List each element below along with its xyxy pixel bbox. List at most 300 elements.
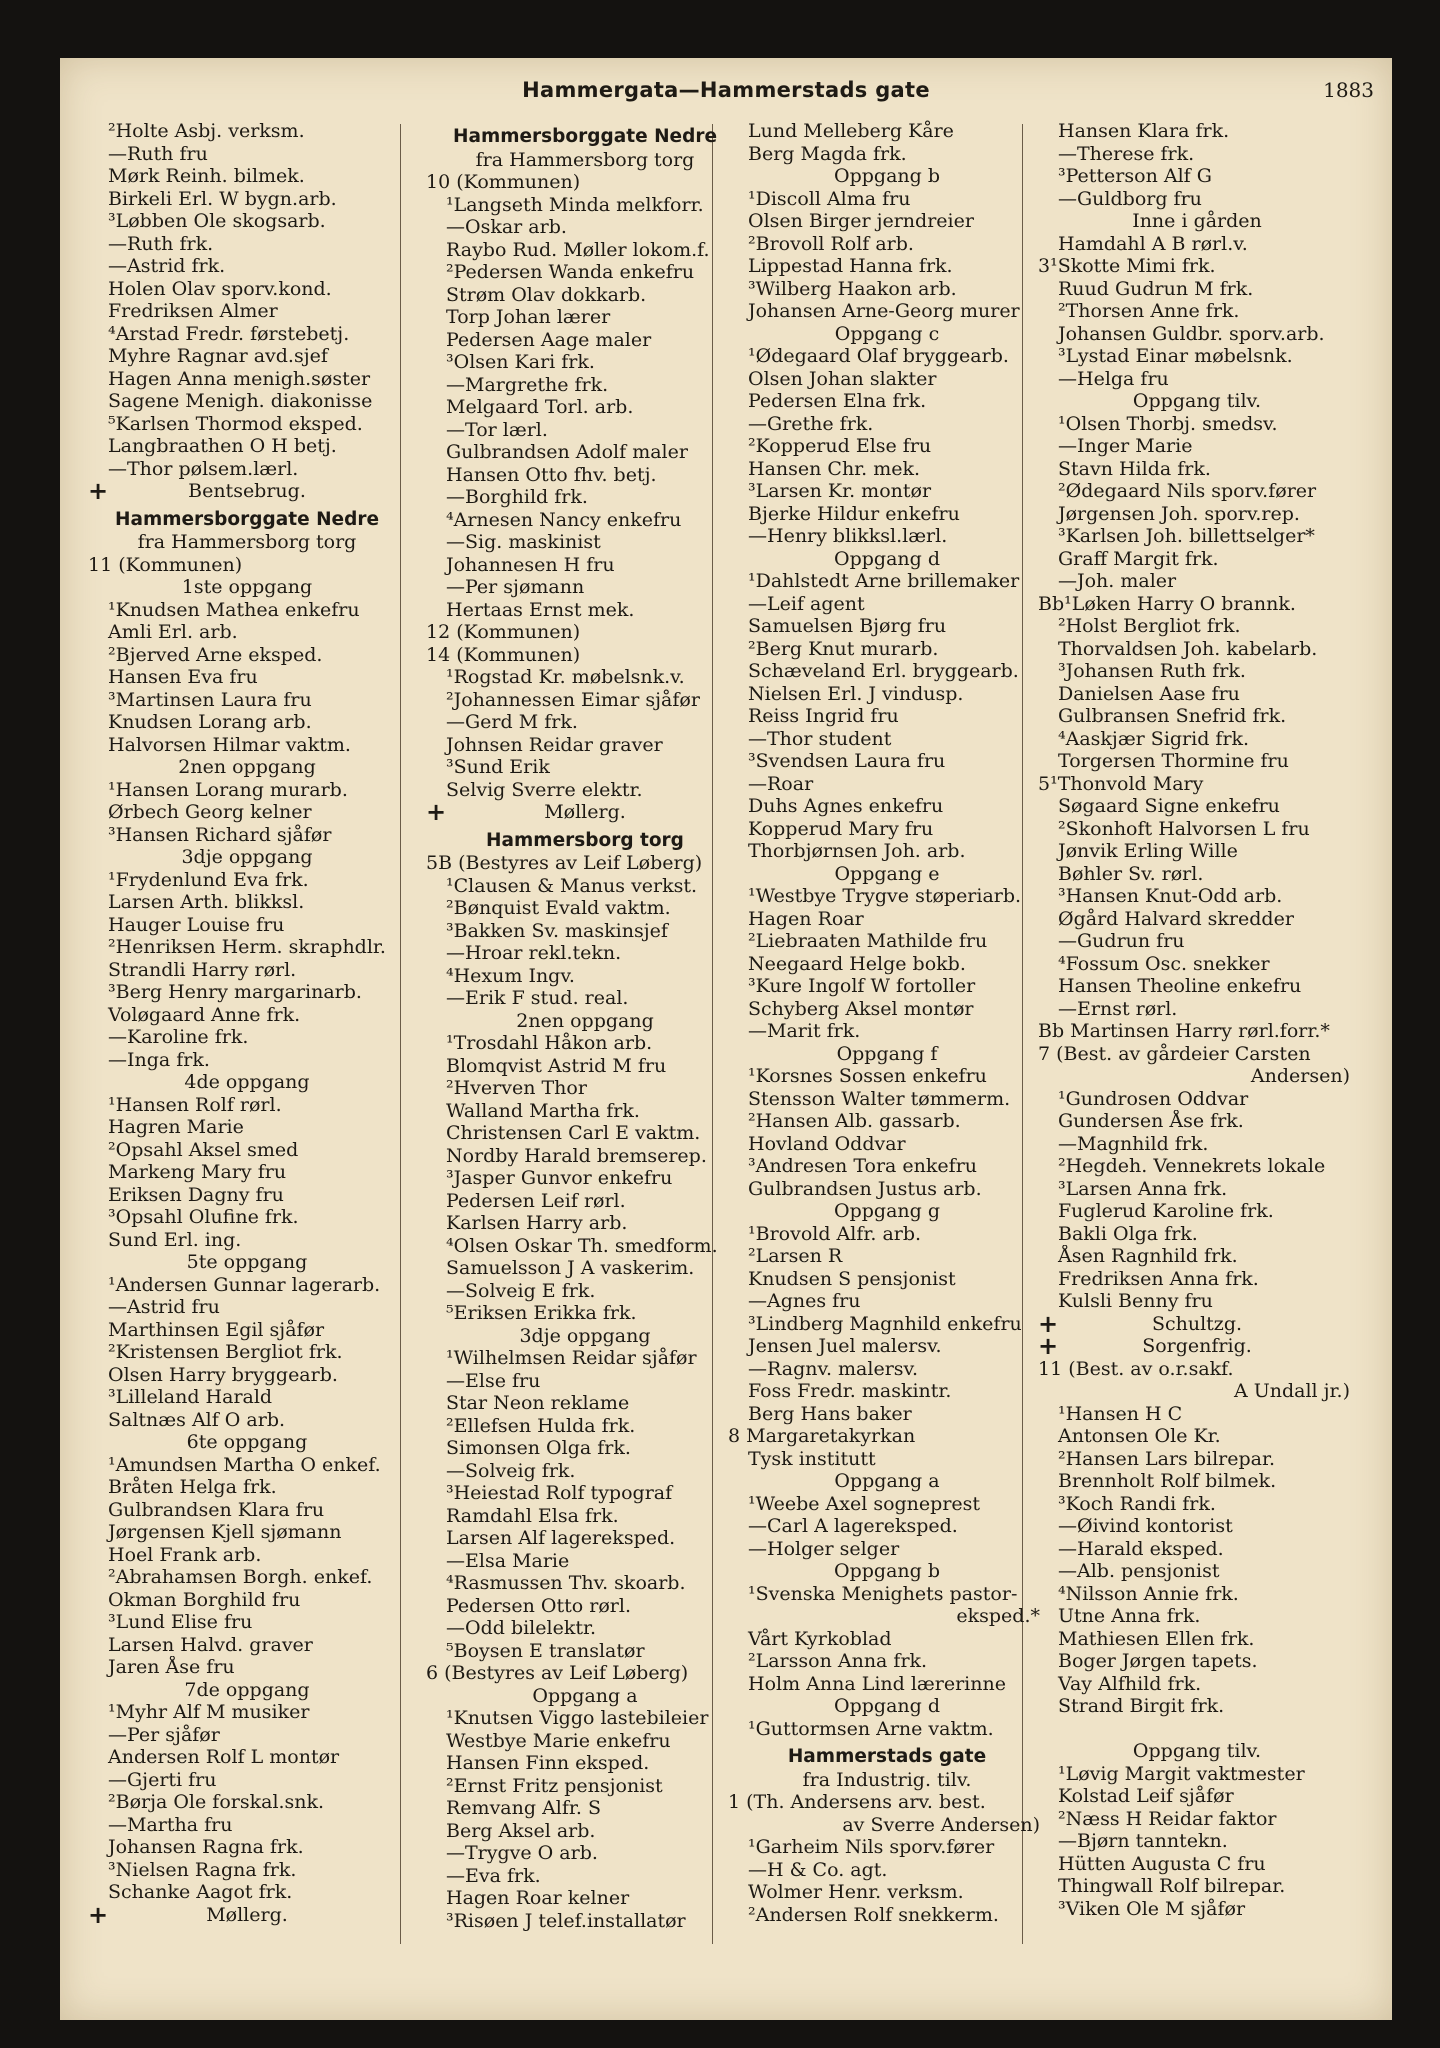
directory-entry: Pedersen Elna frk.: [748, 390, 927, 412]
directory-entry: Holm Anna Lind lærerinne: [748, 1672, 1006, 1695]
directory-entry: ⁴Arstad Fredr. førstebetj.: [108, 322, 350, 345]
directory-entry: Boger Jørgen tapets.: [1058, 1650, 1258, 1672]
address-number: 6 (Bestyres av Leif Løberg): [426, 1662, 689, 1684]
sub-heading: 5te oppgang: [186, 1251, 308, 1273]
directory-entry: Eriksen Dagny fru: [108, 1183, 284, 1206]
directory-entry: —Ernst rørl.: [1058, 997, 1178, 1020]
directory-entry: Hagren Marie: [108, 1116, 244, 1138]
directory-entry: ³Karlsen Joh. billettselger*: [1058, 525, 1315, 547]
sub-heading: 6te oppgang: [186, 1431, 308, 1453]
directory-entry: Raybo Rud. Møller lokom.f.: [446, 238, 710, 261]
directory-entry: Nordby Harald bremserep.: [446, 1144, 707, 1167]
directory-entry: ¹Andersen Gunnar lagerarb.: [108, 1273, 381, 1296]
entry-continuation: Andersen): [1250, 1065, 1350, 1087]
sub-heading: Oppgang a: [532, 1684, 638, 1707]
directory-entry: ²Pedersen Wanda enkefru: [446, 261, 695, 283]
directory-entry: Hamdahl A B rørl.v.: [1058, 232, 1248, 255]
directory-entry: ⁵Boysen E translatør: [446, 1639, 645, 1662]
sub-heading: Oppgang d: [834, 547, 940, 570]
sub-heading: Oppgang a: [834, 1470, 940, 1492]
directory-entry: ³Johansen Ruth frk.: [1058, 660, 1246, 682]
directory-column-1: [88, 120, 406, 2000]
directory-entry: ²Opsahl Aksel smed: [108, 1138, 299, 1161]
directory-entry: Johnsen Reidar graver: [446, 733, 663, 756]
directory-entry: ¹Weebe Axel sogneprest: [748, 1492, 981, 1515]
address-number: 12 (Kommunen): [426, 621, 581, 643]
directory-entry: ²Henriksen Herm. skraphdlr.: [108, 936, 386, 958]
directory-entry: ¹Hansen H C: [1058, 1402, 1183, 1425]
directory-entry: ³Sund Erik: [446, 756, 550, 778]
directory-entry: ¹Guttormsen Arne vaktm.: [748, 1717, 994, 1740]
directory-entry: ³Andresen Tora enkefru: [748, 1155, 978, 1177]
sub-heading: 2nen oppgang: [178, 756, 316, 778]
directory-entry: ⁴Rasmussen Thv. skoarb.: [446, 1572, 686, 1594]
cross-street-icon: +: [426, 801, 447, 824]
directory-entry: Schyberg Aksel montør: [748, 997, 974, 1020]
street-heading: Hammersborggate Nedre: [114, 508, 380, 530]
directory-entry: —Ragnv. malersv.: [748, 1357, 919, 1380]
entry-continuation: av Sverre Andersen): [842, 1813, 1040, 1836]
directory-entry: —Guldborg fru: [1058, 187, 1202, 210]
directory-entry: ³Larsen Anna frk.: [1058, 1177, 1228, 1200]
directory-entry: —Helga fru: [1058, 367, 1169, 390]
directory-entry: Melgaard Torl. arb.: [446, 396, 634, 418]
directory-entry: Neegaard Helge bokb.: [748, 952, 966, 975]
directory-entry: Bøhler Sv. rørl.: [1058, 862, 1204, 885]
directory-entry: —Margrethe frk.: [446, 373, 609, 396]
page-number: 1883: [1323, 78, 1374, 102]
directory-entry: Ørbech Georg kelner: [108, 801, 312, 823]
directory-entry: Strøm Olav dokkarb.: [446, 283, 647, 306]
directory-entry: Duhs Agnes enkefru: [748, 795, 944, 817]
directory-entry: ⁴Olsen Oskar Th. smedform.: [446, 1234, 718, 1257]
directory-entry: Hansen Otto fhv. betj.: [446, 463, 657, 486]
directory-entry: Tysk institutt: [748, 1447, 876, 1470]
directory-entry: —Bjørn tanntekn.: [1058, 1830, 1228, 1852]
directory-entry: ²Ellefsen Hulda frk.: [446, 1414, 636, 1437]
directory-entry: ¹Knudsen Mathea enkefru: [108, 598, 360, 621]
directory-entry: ⁴Arnesen Nancy enkefru: [446, 508, 682, 531]
sub-heading: Oppgang b: [834, 1560, 940, 1582]
sub-heading: fra Hammersborg torg: [475, 148, 695, 171]
sub-heading: 3dje oppgang: [181, 846, 313, 868]
sub-heading: Oppgang e: [834, 862, 940, 885]
directory-entry: Olsen Johan slakter: [748, 367, 937, 390]
directory-entry: Berg Hans baker: [748, 1402, 912, 1425]
directory-entry: —Inger Marie: [1058, 435, 1193, 457]
directory-entry: Hagen Anna menigh.søster: [108, 367, 371, 390]
directory-entry: ³Opsahl Olufine frk.: [108, 1206, 299, 1228]
directory-entry: Jønvik Erling Wille: [1058, 840, 1238, 862]
directory-entry: ⁴Fossum Osc. snekker: [1058, 952, 1270, 975]
directory-entry: Simonsen Olga frk.: [446, 1437, 631, 1459]
directory-entry: Bjerke Hildur enkefru: [748, 502, 960, 525]
directory-entry: Hütten Augusta C fru: [1058, 1852, 1266, 1875]
directory-entry: ³Risøen J telef.installatør: [446, 1909, 686, 1932]
cross-street-label: Sorgenfrig.: [1142, 1335, 1252, 1357]
directory-entry: ³Hansen Richard sjåfør: [108, 823, 332, 846]
directory-entry: Hansen Finn eksped.: [446, 1752, 650, 1774]
directory-entry: Gulbrandsen Adolf maler: [446, 441, 688, 463]
directory-entry: —Holger selger: [748, 1537, 900, 1560]
directory-entry: Nielsen Erl. J vindusp.: [748, 682, 964, 705]
directory-page: [60, 58, 1392, 2020]
directory-entry: —Agnes fru: [748, 1290, 861, 1312]
directory-entry: Strand Birgit frk.: [1058, 1695, 1225, 1717]
directory-entry: ²Holst Bergliot frk.: [1058, 615, 1241, 637]
street-heading: Hammersborg torg: [486, 829, 684, 851]
directory-entry: ²Børja Ole forskal.snk.: [108, 1791, 325, 1813]
directory-entry: Foss Fredr. maskintr.: [748, 1380, 952, 1402]
directory-column-3: [728, 120, 1046, 2000]
directory-entry: —Inga frk.: [108, 1048, 210, 1071]
directory-entry: —Else fru: [446, 1369, 541, 1392]
directory-entry: Olsen Harry bryggearb.: [108, 1363, 338, 1386]
cross-street-icon: +: [1038, 1312, 1059, 1335]
directory-entry: ²Larsen R: [748, 1245, 843, 1267]
directory-entry: Kopperud Mary fru: [748, 817, 934, 840]
directory-entry: ³Wilberg Haakon arb.: [748, 277, 957, 300]
directory-entry: ³Bakken Sv. maskinsjef: [446, 919, 668, 942]
directory-entry: Thorbjørnsen Joh. arb.: [748, 840, 966, 862]
directory-entry: Birkeli Erl. W bygn.arb.: [108, 187, 337, 210]
directory-entry: ³Lund Elise fru: [108, 1611, 253, 1633]
directory-entry: —Magnhild frk.: [1058, 1132, 1209, 1155]
directory-entry: —Trygve O arb.: [446, 1842, 598, 1864]
directory-entry: Hertaas Ernst mek.: [446, 598, 635, 621]
address-number: Bb Martinsen Harry rørl.forr.*: [1038, 1020, 1330, 1042]
directory-entry: —Alb. pensjonist: [1058, 1560, 1220, 1582]
directory-entry: ³Løbben Ole skogsarb.: [108, 210, 326, 232]
directory-entry: ²Thorsen Anne frk.: [1058, 300, 1240, 322]
directory-entry: ¹Dahlstedt Arne brillemaker: [748, 570, 1020, 592]
directory-entry: ¹Hansen Rolf rørl.: [108, 1093, 282, 1116]
directory-entry: Fuglerud Karoline frk.: [1058, 1200, 1274, 1222]
directory-entry: Vay Alfhild frk.: [1058, 1672, 1202, 1695]
address-number: 5B (Bestyres av Leif Løberg): [426, 852, 703, 874]
directory-entry: Johansen Ragna frk.: [108, 1836, 304, 1858]
directory-entry: Mathiesen Ellen frk.: [1058, 1627, 1255, 1650]
directory-entry: ⁵Karlsen Thormod eksped.: [108, 412, 363, 435]
directory-entry: —Eva frk.: [446, 1864, 541, 1887]
directory-entry: Sagene Menigh. diakonisse: [108, 390, 373, 412]
directory-entry: Søgaard Signe enkefru: [1058, 795, 1280, 817]
directory-entry: Jørgensen Kjell sjømann: [108, 1521, 342, 1543]
directory-entry: Hoel Frank arb.: [108, 1543, 262, 1566]
directory-entry: ²Kopperud Else fru: [748, 435, 932, 457]
cross-street: [1038, 1313, 1356, 1336]
directory-entry: ¹Trosdahl Håkon arb.: [446, 1032, 653, 1054]
directory-entry: —Hroar rekl.tekn.: [446, 942, 622, 964]
directory-entry: ²Larsson Anna frk.: [748, 1650, 928, 1672]
directory-entry: ²Ernst Fritz pensjonist: [446, 1774, 663, 1797]
directory-entry: Myhre Ragnar avd.sjef: [108, 345, 328, 367]
directory-entry: ³Viken Ole M sjåfør: [1058, 1897, 1246, 1920]
sub-heading: Oppgang c: [834, 322, 940, 345]
cross-street-label: Bentsebrug.: [188, 480, 306, 502]
directory-entry: Fredriksen Anna frk.: [1058, 1267, 1259, 1290]
directory-entry: ²Næss H Reidar faktor: [1058, 1807, 1277, 1830]
directory-entry: Gulbrandsen Justus arb.: [748, 1177, 982, 1200]
directory-entry: —Odd bilelektr.: [446, 1617, 597, 1639]
directory-entry: Gulbrandsen Klara fru: [108, 1498, 325, 1521]
directory-entry: ¹Wilhelmsen Reidar sjåfør: [446, 1347, 697, 1369]
directory-entry: ³Larsen Kr. montør: [748, 480, 932, 502]
sub-heading: 2nen oppgang: [516, 1009, 654, 1032]
sub-heading: 3dje oppgang: [519, 1324, 651, 1347]
directory-entry: Halvorsen Hilmar vaktm.: [108, 733, 351, 756]
directory-entry: Samuelsen Bjørg fru: [748, 615, 947, 637]
sub-heading: Oppgang tilv.: [1132, 390, 1262, 412]
cross-street: [88, 1904, 406, 1927]
directory-entry: Kulsli Benny fru: [1058, 1290, 1213, 1312]
directory-entry: —Karoline frk.: [108, 1026, 249, 1048]
directory-entry: Berg Aksel arb.: [446, 1819, 596, 1842]
directory-entry: ¹Korsnes Sossen enkefru: [748, 1065, 987, 1087]
directory-entry: Jørgensen Joh. sporv.rep.: [1058, 502, 1300, 525]
directory-entry: ¹Garheim Nils sporv.fører: [748, 1836, 995, 1858]
directory-entry: Gulbransen Snefrid frk.: [1058, 705, 1287, 727]
directory-entry: Vårt Kyrkoblad: [748, 1627, 892, 1650]
directory-entry: —Ruth frk.: [108, 232, 214, 255]
directory-entry: ²Abrahamsen Borgh. enkef.: [108, 1566, 373, 1588]
directory-entry: Holen Olav sporv.kond.: [108, 277, 332, 300]
street-heading: Hammerstads gate: [787, 1746, 987, 1767]
address-number: 10 (Kommunen): [426, 171, 581, 193]
directory-entry: Hauger Louise fru: [108, 913, 285, 936]
directory-entry: ¹Svenska Menighets pastor-: [748, 1582, 1018, 1605]
directory-entry: Graff Margit frk.: [1058, 547, 1219, 570]
directory-entry: ¹Amundsen Martha O enkef.: [108, 1453, 381, 1476]
address-number: 3¹Skotte Mimi frk.: [1038, 255, 1216, 277]
directory-entry: Jaren Åse fru: [108, 1656, 235, 1678]
directory-entry: —Tor lærl.: [446, 418, 548, 441]
directory-entry: Øgård Halvard skredder: [1058, 907, 1294, 930]
directory-entry: Bråten Helga frk.: [108, 1476, 277, 1498]
directory-entry: Stavn Hilda frk.: [1058, 457, 1211, 480]
directory-entry: ²Ødegaard Nils sporv.fører: [1058, 480, 1317, 502]
directory-entry: —Henry blikksl.lærl.: [748, 525, 948, 547]
directory-entry: Star Neon reklame: [446, 1392, 630, 1414]
directory-entry: Antonsen Ole Kr.: [1058, 1425, 1221, 1447]
address-number: 11 (Kommunen): [88, 553, 243, 576]
sub-heading: 7de oppgang: [184, 1678, 310, 1701]
directory-entry: Torp Johan lærer: [446, 306, 611, 328]
sub-heading: Oppgang g: [834, 1200, 940, 1222]
directory-entry: Westbye Marie enkefru: [446, 1729, 671, 1752]
directory-entry: Berg Magda frk.: [748, 142, 907, 165]
directory-entry: ²Brovoll Rolf arb.: [748, 232, 914, 255]
directory-entry: Larsen Arth. blikksl.: [108, 891, 305, 913]
directory-entry: ¹Langseth Minda melkforr.: [446, 193, 704, 216]
directory-entry: —Oskar arb.: [446, 216, 567, 238]
directory-entry: ⁴Aaskjær Sigrid frk.: [1058, 727, 1250, 750]
directory-entry: Johansen Arne-Georg murer: [748, 300, 1020, 322]
address-number: Bb¹Løken Harry O brannk.: [1038, 592, 1296, 615]
directory-entry: Knudsen S pensjonist: [748, 1267, 956, 1290]
directory-entry: —Thor student: [748, 727, 892, 750]
directory-entry: Hovland Oddvar: [748, 1132, 906, 1155]
directory-entry: ³Berg Henry margarinarb.: [108, 981, 362, 1003]
directory-entry: ³Koch Randi frk.: [1058, 1492, 1216, 1515]
directory-entry: —Astrid fru: [108, 1296, 220, 1318]
directory-entry: ²Andersen Rolf snekkerm.: [748, 1903, 999, 1926]
directory-entry: ³Lilleland Harald: [108, 1386, 273, 1408]
sub-heading: 1ste oppgang: [181, 576, 313, 598]
directory-entry: Johansen Guldbr. sporv.arb.: [1058, 322, 1325, 345]
directory-entry: Gundersen Åse frk.: [1058, 1110, 1244, 1132]
street-heading: Hammersborggate Nedre: [452, 126, 718, 147]
directory-entry: ¹Discoll Alma fru: [748, 187, 911, 210]
directory-entry: Mørk Reinh. bilmek.: [108, 165, 305, 187]
directory-entry: Hansen Eva fru: [108, 666, 258, 688]
directory-entry: —Per sjåfør: [108, 1723, 220, 1746]
address-number: 5¹Thonvold Mary: [1038, 772, 1204, 795]
directory-entry: ³Svendsen Laura fru: [748, 750, 946, 772]
directory-entry: Hansen Klara frk.: [1058, 120, 1230, 142]
cross-street-icon: +: [88, 480, 109, 503]
directory-entry: Ramdahl Elsa frk.: [446, 1504, 619, 1527]
cross-street-icon: +: [1038, 1335, 1059, 1358]
address-number: 8 Margaretakyrkan: [728, 1425, 916, 1447]
directory-entry: Remvang Alfr. S: [446, 1797, 601, 1819]
directory-entry: —Gudrun fru: [1058, 930, 1185, 952]
directory-entry: ²Hansen Lars bilrepar.: [1058, 1447, 1276, 1470]
directory-entry: Marthinsen Egil sjåfør: [108, 1318, 325, 1341]
directory-entry: —Gjerti fru: [108, 1768, 217, 1791]
directory-entry: Wolmer Henr. verksm.: [748, 1881, 964, 1903]
directory-entry: Knudsen Lorang arb.: [108, 711, 312, 733]
directory-entry: —Thor pølsem.lærl.: [108, 457, 299, 480]
directory-entry: —Ruth fru: [108, 142, 208, 165]
directory-entry: Strandli Harry rørl.: [108, 958, 297, 981]
directory-entry: Sund Erl. ing.: [108, 1228, 242, 1251]
directory-entry: —Leif agent: [748, 592, 865, 615]
directory-entry: ²Liebraaten Mathilde fru: [748, 930, 988, 952]
directory-entry: —Therese frk.: [1058, 142, 1195, 165]
directory-entry: Bakli Olga frk.: [1058, 1222, 1198, 1245]
directory-entry: —Solveig E frk.: [446, 1279, 596, 1302]
directory-entry: ¹Hansen Lorang murarb.: [108, 778, 348, 801]
cross-street: [88, 480, 406, 503]
directory-entry: Lippestad Hanna frk.: [748, 255, 953, 277]
directory-entry: Danielsen Aase fru: [1058, 682, 1240, 705]
directory-entry: Hansen Chr. mek.: [748, 457, 921, 480]
page-header: [60, 78, 1392, 114]
directory-entry: ¹Myhr Alf M musiker: [108, 1701, 310, 1723]
directory-entry: Blomqvist Astrid M fru: [446, 1054, 667, 1077]
directory-entry: Schanke Aagot frk.: [108, 1881, 293, 1903]
sub-heading: Inne i gården: [1132, 210, 1262, 232]
sub-heading: Oppgang d: [834, 1695, 940, 1717]
directory-entry: —H & Co. agt.: [748, 1858, 888, 1881]
directory-entry: Langbraathen O H betj.: [108, 435, 337, 457]
address-number: 14 (Kommunen): [426, 643, 581, 666]
cross-street: [1038, 1335, 1356, 1358]
directory-entry: Hansen Theoline enkefru: [1058, 975, 1302, 997]
address-number: 7 (Best. av gårdeier Carsten: [1038, 1042, 1311, 1065]
directory-entry: ²Skonhoft Halvorsen L fru: [1058, 817, 1310, 840]
directory-entry: ²Johannessen Eimar sjåfør: [446, 688, 700, 711]
directory-entry: ³Martinsen Laura fru: [108, 688, 312, 711]
directory-entry: Saltnæs Alf O arb.: [108, 1408, 286, 1431]
directory-entry: —Martha fru: [108, 1813, 233, 1836]
directory-entry: Voløgaard Anne frk.: [108, 1003, 301, 1026]
sub-heading: Oppgang b: [834, 165, 940, 187]
directory-entry: Johannesen H fru: [446, 553, 615, 576]
directory-entry: Amli Erl. arb.: [108, 621, 238, 643]
directory-entry: Thorvaldsen Joh. kabelarb.: [1058, 637, 1318, 660]
directory-entry: ²Bønquist Evald vaktm.: [446, 897, 671, 919]
directory-entry: Kolstad Leif sjåfør: [1058, 1785, 1234, 1807]
directory-entry: Larsen Alf lagereksped.: [446, 1527, 676, 1549]
directory-entry: Pedersen Leif rørl.: [446, 1189, 626, 1212]
directory-entry: Karlsen Harry arb.: [446, 1212, 628, 1234]
directory-entry: Andersen Rolf L montør: [108, 1746, 340, 1768]
directory-entry: Åsen Ragnhild frk.: [1058, 1245, 1238, 1267]
directory-entry: Reiss Ingrid fru: [748, 705, 899, 727]
directory-entry: —Sig. maskinist: [446, 531, 601, 553]
directory-entry: ¹Westbye Trygve støperiarb.: [748, 885, 1022, 907]
directory-entry: ⁴Nilsson Annie frk.: [1058, 1582, 1239, 1605]
cross-street-label: Møllerg.: [206, 1903, 288, 1926]
directory-entry: —Roar: [748, 772, 814, 795]
directory-entry: —Erik F stud. real.: [446, 987, 629, 1009]
directory-entry: ³Jasper Gunvor enkefru: [446, 1167, 673, 1189]
directory-entry: —Gerd M frk.: [446, 711, 578, 733]
directory-entry: ²Hverven Thor: [446, 1077, 587, 1099]
directory-entry: Pedersen Otto rørl.: [446, 1594, 631, 1617]
address-number: 11 (Best. av o.r.sakf.: [1038, 1357, 1234, 1380]
directory-entry: ²Bjerved Arne eksped.: [108, 643, 323, 666]
directory-entry: ⁵Eriksen Erikka frk.: [446, 1302, 637, 1324]
directory-entry: Selvig Sverre elektr.: [446, 778, 643, 801]
sub-heading: 4de oppgang: [184, 1071, 310, 1093]
directory-entry: Fredriksen Almer: [108, 300, 278, 322]
directory-entry: ³Kure Ingolf W fortoller: [748, 975, 976, 997]
directory-entry: ¹Brovold Alfr. arb.: [748, 1222, 922, 1245]
directory-entry: —Solveig frk.: [446, 1459, 576, 1482]
directory-entry: ¹Olsen Thorbj. smedsv.: [1058, 412, 1278, 435]
directory-entry: Torgersen Thormine fru: [1058, 750, 1289, 772]
directory-entry: ³Olsen Kari frk.: [446, 351, 595, 373]
sub-heading: Oppgang f: [836, 1042, 938, 1065]
directory-entry: Lund Melleberg Kåre: [748, 120, 954, 142]
directory-entry: Larsen Halvd. graver: [108, 1633, 313, 1656]
directory-entry: ¹Gundrosen Oddvar: [1058, 1087, 1249, 1110]
directory-entry: ²Hansen Alb. gassarb.: [748, 1110, 961, 1132]
directory-entry: ³Petterson Alf G: [1058, 165, 1212, 187]
directory-entry: ¹Clausen & Manus verkst.: [446, 874, 698, 897]
directory-entry: Schæveland Erl. bryggearb.: [748, 660, 1019, 682]
directory-entry: —Harald eksped.: [1058, 1537, 1224, 1560]
cross-street-label: Schultzg.: [1151, 1312, 1243, 1335]
directory-column-2: [426, 120, 744, 2000]
directory-entry: ²Hegdeh. Vennekrets lokale: [1058, 1155, 1326, 1177]
directory-entry: Thingwall Rolf bilrepar.: [1058, 1875, 1286, 1897]
directory-entry: —Borghild frk.: [446, 486, 588, 508]
directory-entry: ¹Rogstad Kr. møbelsnk.v.: [446, 666, 685, 688]
directory-entry: Stensson Walter tømmerm.: [748, 1087, 1011, 1110]
directory-entry: Brennholt Rolf bilmek.: [1058, 1470, 1277, 1492]
directory-entry: ¹Ødegaard Olaf bryggearb.: [748, 345, 1009, 367]
directory-entry: ³Nielsen Ragna frk.: [108, 1858, 297, 1881]
directory-entry: —Øivind kontorist: [1058, 1515, 1233, 1537]
directory-entry: Christensen Carl E vaktm.: [446, 1122, 701, 1144]
directory-entry: —Astrid frk.: [108, 255, 226, 277]
cross-street-icon: +: [88, 1903, 109, 1926]
sub-heading: [1038, 1718, 1356, 1741]
